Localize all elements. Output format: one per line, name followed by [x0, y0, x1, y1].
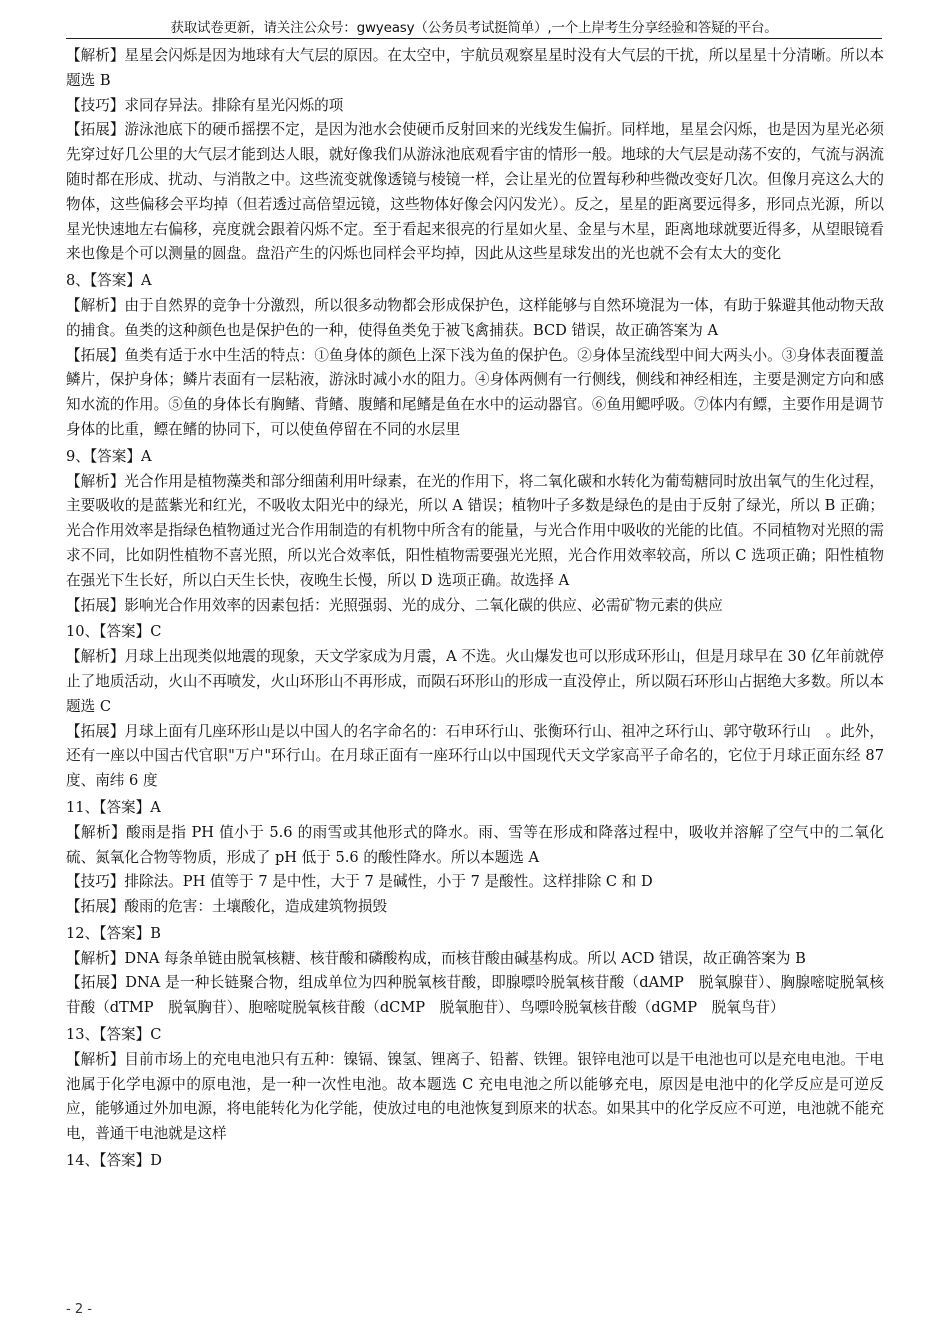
answer-heading: 10、【答案】C — [66, 623, 162, 641]
page-header: 获取试卷更新，请关注公众号：gwyeasy（公务员考试挺简单）,一个上岸考生分享经验和答疑的平台。 — [170, 20, 778, 36]
paragraph: 【解析】DNA 每条单链由脱氧核糖、核苷酸和磷酸构成，而核苷酸由碱基构成。所以 ACD 错误，故正确答案为 B — [66, 949, 806, 967]
paragraph: 【拓展】酸雨的危害：土壤酸化，造成建筑物损毁 — [66, 898, 388, 916]
paragraph: 【拓展】DNA 是一种长链聚合物，组成单位为四种脱氧核苷酸，即腺嘌呤脱氧核苷酸（dAMP 脱氧腺苷）、胸腺嘧啶脱氧核苷酸（dTMP 脱氧胸苷）、胞嘧啶脱氧核苷酸（dCMP 脱氧胞苷）、鸟嘌呤脱氧核苷酸（dGMP 脱氧鸟苷） — [66, 974, 884, 1017]
answer-heading: 11、【答案】A — [66, 798, 161, 816]
paragraph: 【拓展】月球上面有几座环形山是以中国人的名字命名的：石申环行山、张衡环行山、祖冲之环行山、郭守敬环行山 。此外，还有一座以中国古代官职"万户"环行山。在月球正面有一座环行山以中国现代天文学家高平子命名的，它位于月球正面东经 87 度、南纬 6 度 — [66, 722, 884, 790]
page-number: - 2 - — [66, 1302, 92, 1317]
answer-heading: 12、【答案】B — [66, 924, 161, 942]
paragraph: 【解析】目前市场上的充电电池只有五种：镍镉、镍氢、锂离子、铅蓄、铁锂。银锌电池可以是干电池也可以是充电电池。干电池属于化学电源中的原电池，是一种一次性电池。故本题选 C 充电电池之所以能够充电，原因是电池中的化学反应是可逆反应，能够通过外加电源，将电能转化为化学能，使放过电的电池恢复到原来的状态。如果其中的化学反应不可逆，电池就不能充电，普通干电池就是这样 — [66, 1050, 884, 1143]
paragraph: 【解析】酸雨是指 PH 值小于 5.6 的雨雪或其他形式的降水。雨、雪等在形成和降落过程中，吸收并溶解了空气中的二氧化硫、氮氧化合物等物质，形成了 pH 低于 5.6 的酸性降水。所以本题选 A — [66, 823, 884, 866]
answer-heading: 8、【答案】A — [66, 272, 152, 290]
answer-heading: 14、【答案】D — [66, 1152, 162, 1170]
paragraph: 【拓展】游泳池底下的硬币摇摆不定，是因为池水会使硬币反射回来的光线发生偏折。同样地，星星会闪烁，也是因为星光必须先穿过好几公里的大气层才能到达人眼，就好像我们从游泳池底观看宇宙的情形一般。地球的大气层是动荡不安的，气流与涡流随时都在形成、扰动、与消散之中。这些流变就像透镜与棱镜一样，会让星光的位置每秒种些微改变好几次。但像月亮这么大的物体，这些偏移会平均掉（但若透过高倍望远镜，这些物体好像会闪闪发光）。反之，星星的距离要远得多，形同点光源，所以星光快速地左右偏移，亮度就会跟着闪烁不定。至于看起来很亮的行星如火星、金星与木星，距离地球就要近得多，从望眼镜看来也像是个可以测量的圆盘。盘沿产生的闪烁也同样会平均掉，因此从这些星球发出的光也就不会有太大的变化 — [66, 121, 884, 263]
document-body — [66, 44, 884, 1174]
paragraph: 【拓展】影响光合作用效率的因素包括：光照强弱、光的成分、二氧化碳的供应、必需矿物元素的供应 — [66, 596, 723, 614]
header-divider — [66, 38, 882, 39]
paragraph: 【技巧】排除法。PH 值等于 7 是中性，大于 7 是碱性，小于 7 是酸性。这样排除 C 和 D — [66, 873, 653, 891]
paragraph: 【拓展】鱼类有适于水中生活的特点：①鱼身体的颜色上深下浅为鱼的保护色。②身体呈流线型中间大两头小。③身体表面覆盖鳞片，保护身体；鳞片表面有一层粘液，游泳时减小水的阻力。④身体两侧有一行侧线，侧线和神经相连，主要是测定方向和感知水流的作用。⑤鱼的身体长有胸鳍、背鳍、腹鳍和尾鳍是鱼在水中的运动器官。⑥鱼用鳃呼吸。⑦体内有鳔，主要作用是调节身体的比重，鳔在鳍的协同下，可以使鱼停留在不同的水层里 — [66, 346, 884, 438]
paragraph: 【技巧】求同存异法。排除有星光闪烁的项 — [66, 96, 344, 114]
paragraph: 【解析】星星会闪烁是因为地球有大气层的原因。在太空中，宇航员观察星星时没有大气层的干扰，所以星星十分清晰。所以本题选 B — [66, 47, 884, 89]
paragraph: 【解析】月球上出现类似地震的现象，天文学家成为月震，A 不选。火山爆发也可以形成环形山，但是月球早在 30 亿年前就停止了地质活动，火山不再喷发，火山环形山不再形成，而陨石环形山的形成一直没停止，所以陨石环形山占据绝大多数。所以本题选 C — [66, 648, 884, 715]
answer-heading: 13、【答案】C — [66, 1026, 162, 1044]
paragraph: 【解析】由于自然界的竞争十分激烈，所以很多动物都会形成保护色，这样能够与自然环境混为一体，有助于躲避其他动物天敌的捕食。鱼类的这种颜色也是保护色的一种，使得鱼类免于被飞禽捕获。BCD 错误，故正确答案为 A — [66, 296, 884, 339]
paragraph: 【解析】光合作用是植物藻类和部分细菌利用叶绿素，在光的作用下，将二氧化碳和水转化为葡萄糖同时放出氧气的生化过程，主要吸收的是蓝紫光和红光，不吸收太阳光中的绿光，所以 A 错误；植物叶子多数是绿色的是由于反射了绿光，所以 B 正确；光合作用效率是指绿色植物通过光合作用制造的有机物中所含有的能量，与光合作用中吸收的光能的比值。不同植物对光照的需求不同，比如阴性植物不喜光照，所以光合效率低，阳性植物需要强光光照，光合作用效率较高，所以 C 选项正确；阳性植物在强光下生长好，所以白天生长快，夜晚生长慢，所以 D 选项正确。故选择 A — [66, 472, 884, 589]
answer-heading: 9、【答案】A — [66, 447, 152, 465]
